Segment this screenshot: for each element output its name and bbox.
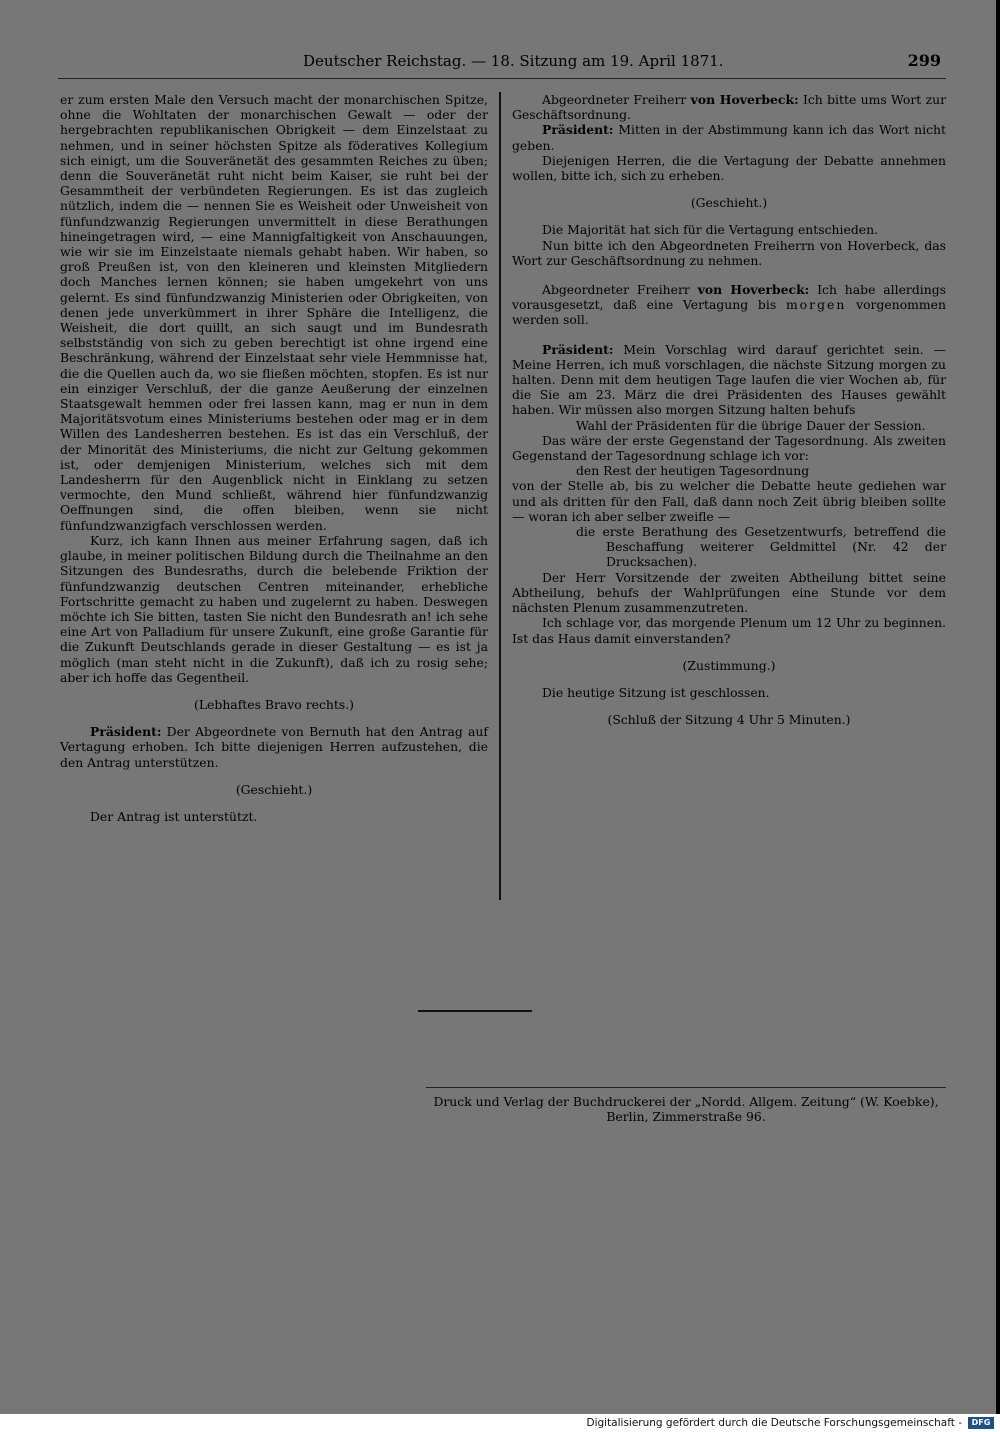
speaker-name: Präsident: [542, 341, 614, 357]
speech-text: Der Abgeordnete von Bernuth hat den Antrag auf Vertagung erhoben. Ich bitte diejenigen Herren aufzustehen, die den Antrag unterstützen. [60, 724, 488, 770]
page-number: 299 [907, 51, 941, 70]
running-title: Deutscher Reichstag. — 18. Sitzung am 19. April 1871. [303, 52, 724, 70]
speaker-name: Präsident: [90, 724, 162, 740]
paragraph: Kurz, ich kann Ihnen aus meiner Erfahrung sagen, daß ich glaube, in meiner politischen Bildung durch die Theilnahme an den Sitzungen des Bundesraths, durch die belebende Friktion der fünfundzwanzig deutschen Centren miteinander, erhebliche Fortschritte gemacht zu haben und zugelernt zu haben. Deswegen möchte ich Sie bitten, tasten Sie nicht den Bundesrath an! ich sehe eine Art von Palladium für unsere Zukunft, eine große Garantie für die Zukunft Deutschlands gerade in dieser Gestaltung — es ist ja möglich (man steht nicht in die Zukunft), daß ich zu rosig sehe; aber ich hoffe das Gegentheil. [60, 532, 488, 685]
closing-note: (Schluß der Sitzung 4 Uhr 5 Minuten.) [607, 712, 851, 728]
speech [60, 724, 488, 770]
paragraph: Der Herr Vorsitzende der zweiten Abtheilung bittet seine Abtheilung, behufs der Wahlprüfungen eine Stunde vor dem nächsten Plenum zusammenzutreten. [512, 569, 946, 616]
stage-direction: (Geschieht.) [235, 781, 313, 797]
right-column [512, 92, 946, 739]
speaker-title: Abgeordneter Freiherr [542, 282, 690, 298]
speaker-name: von Hoverbeck: [690, 92, 799, 107]
speech [512, 342, 946, 418]
paragraph: Nun bitte ich den Abgeordneten Freiherrn von Hoverbeck, das Wort zur Geschäftsordnung zu nehmen. [512, 237, 946, 268]
speech [512, 122, 946, 152]
paragraph: Das wäre der erste Gegenstand der Tagesordnung. Als zweiten Gegenstand der Tagesordnung schlage ich vor: [512, 432, 946, 464]
agenda-item: die erste Berathung des Gesetzentwurfs, betreffend die Beschaffung weiterer Geldmittel (Nr. 42 der Drucksachen). [576, 524, 946, 570]
paragraph: von der Stelle ab, bis zu welcher die Debatte heute gediehen war und als dritten für den Fall, daß dann noch Zeit übrig bleiben sollte — woran ich aber selber zweifle — [512, 478, 946, 524]
page-header [60, 50, 945, 72]
speech [512, 92, 946, 122]
dfg-logo-icon: DFG [968, 1417, 994, 1429]
speech-text: Mein Vorschlag wird darauf gerichtet sein. — Meine Herren, ich muß vorschlagen, die nächste Sitzung morgen zu halten. Denn mit dem heutigen Tage laufen die vier Wochen ab, für die Sie am 23. März die drei Präsidenten des Hauses gewählt haben. Wir müssen also morgen Sitzung halten behufs [512, 341, 946, 418]
end-rule [418, 1010, 532, 1012]
speech-text: Ich habe allerdings vorausgesetzt, daß eine Vertagung bis [512, 282, 946, 313]
speaker-name: Präsident: [542, 122, 614, 138]
paragraph: Der Antrag ist unterstützt. [90, 808, 258, 824]
agenda-item: Wahl der Präsidenten für die übrige Dauer der Session. [576, 417, 926, 433]
imprint-line: Berlin, Zimmerstraße 96. [606, 1109, 766, 1124]
scan-edge [996, 0, 1000, 1414]
column-divider [499, 92, 501, 900]
digitization-footer [0, 1414, 1000, 1432]
speaker-title: Abgeordneter Freiherr [542, 92, 687, 107]
paragraph: Ich schlage vor, das morgende Plenum um 12 Uhr zu beginnen. Ist das Haus damit einverstanden? [512, 615, 946, 646]
stage-direction: (Lebhaftes Bravo rechts.) [194, 696, 354, 712]
paragraph: er zum ersten Male den Versuch macht der monarchischen Spitze, ohne die Wohltaten der monarchischen Gewalt — oder der hergebrachten republikanischen Obrigkeit — dem Einzelstaat zu nehmen, und in seiner höchsten Spitze als föderatives Kollegium sich einigt, um die Souveränetät des gesammten Reiches zu üben; denn die Souveränetät ruht nicht beim Kaiser, sie ruht bei der Gesammtheit der verbündeten Regierungen. Es ist das zugleich nützlich, indem die — nennen Sie es Weisheit oder Unweisheit von fünfundzwanzig Regierungen unvermittelt in diese Berathungen hineingetragen wird, — eine Mannigfaltigkeit von Anschauungen, wie wir sie im Einzelstaate niemals gehabt haben. Wir haben, so groß Preußen ist, von den kleineren und kleinsten Mitgliedern doch Manches lernen können; sie haben umgekehrt von uns gelernt. Es sind fünfundzwanzig Ministerien oder Obrigkeiten, von denen jede unverkümmert in ihrer Sphäre die Intelligenz, die Weisheit, die dort quillt, an sich saugt und im Bundesrath selbstständig von sich zu geben berechtigt ist ohne irgend eine Beschränkung, während der Einzelstaat sehr viele Hemmnisse hat, die die Quellen auch da, wo sie fließen möchten, stopfen. Es ist nur ein einziger Verschluß, der die ganze Aeußerung der einzelnen Staatsgewalt hemmen oder frei lassen kann, mag er nun in dem Majoritätsvotum eines Ministeriums bestehen oder mag er in dem Willen des Landesherren bestehen. Es ist das ein Verschluß, der der Minorität des Ministeriums, die nicht zur Geltung gekommen ist, oder demjenigen Ministerium, welches sich mit dem Landesherrn für den Augenblick nicht in Einklang zu setzen vermochte, den Mund schließt, während hier fünfundzwanzig Oeffnungen sind, die offen bleiben, wenn sie nicht fünfundzwanzigfach verschlossen werden. [60, 92, 488, 533]
emphasized-word: morgen [785, 297, 847, 313]
header-rule [58, 78, 946, 79]
left-column [60, 92, 488, 824]
digitization-note: Digitalisierung gefördert durch die Deutsche Forschungsgemeinschaft - [586, 1417, 962, 1429]
imprint-rule [426, 1087, 946, 1088]
stage-direction: (Zustimmung.) [682, 657, 776, 673]
speech-text: Mitten in der Abstimmung kann ich das Wort nicht geben. [512, 122, 946, 153]
speech-text: vorgenommen werden soll. [512, 297, 946, 328]
printer-imprint [426, 1094, 946, 1124]
speaker-name: von Hoverbeck: [697, 282, 810, 298]
paragraph: Diejenigen Herren, die die Vertagung der Debatte annehmen wollen, bitte ich, sich zu erheben. [512, 152, 946, 184]
speech-text: Ich bitte ums Wort zur Geschäftsordnung. [512, 92, 947, 123]
imprint-line: Druck und Verlag der Buchdruckerei der „Nordd. Allgem. Zeitung“ (W. Koebke), [433, 1094, 939, 1109]
agenda-item: den Rest der heutigen Tagesordnung [576, 463, 810, 479]
speech [512, 282, 946, 328]
paragraph: Die Majorität hat sich für die Vertagung entschieden. [542, 222, 879, 238]
paragraph: Die heutige Sitzung ist geschlossen. [542, 684, 770, 700]
stage-direction: (Geschieht.) [690, 195, 768, 211]
